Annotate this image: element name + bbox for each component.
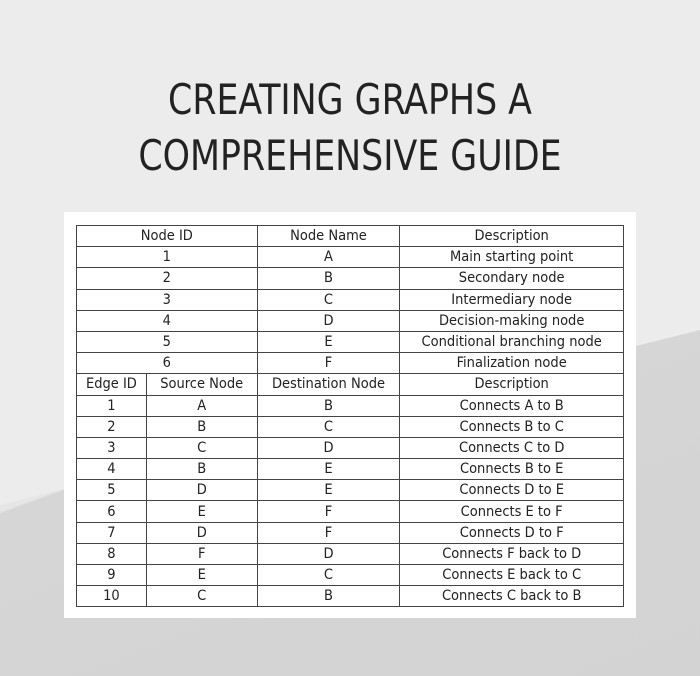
edge-row	[77, 416, 624, 437]
edge-row	[77, 586, 624, 607]
node-description-cell: Main starting point	[400, 247, 624, 268]
node-row	[77, 310, 624, 331]
source-node-cell: D	[146, 480, 257, 501]
edge-row	[77, 543, 624, 564]
graph-table	[76, 225, 624, 607]
edge-row	[77, 480, 624, 501]
edge-id-cell: 10	[77, 586, 147, 607]
edge-id-cell: 3	[77, 437, 147, 458]
destination-node-cell: E	[257, 459, 400, 480]
node-name-cell: E	[257, 331, 400, 352]
edge-description-cell: Connects B to E	[400, 459, 624, 480]
edge-id-cell: 6	[77, 501, 147, 522]
source-node-cell: A	[146, 395, 257, 416]
edge-description-cell: Connects E to F	[400, 501, 624, 522]
node-id-cell: 5	[77, 331, 258, 352]
title-line-1: CREATING GRAPHS A	[168, 75, 532, 124]
edge-row	[77, 459, 624, 480]
page-title	[28, 72, 672, 184]
edge-row	[77, 501, 624, 522]
edge-id-cell: 1	[77, 395, 147, 416]
edge-description-cell: Connects C to D	[400, 437, 624, 458]
node-id-cell: 4	[77, 310, 258, 331]
header-cell: Edge ID	[77, 374, 147, 395]
header-cell: Description	[400, 374, 624, 395]
node-description-cell: Conditional branching node	[400, 331, 624, 352]
source-node-cell: D	[146, 522, 257, 543]
header-cell: Node Name	[257, 226, 400, 247]
header-cell: Destination Node	[257, 374, 400, 395]
edge-id-cell: 9	[77, 565, 147, 586]
node-row	[77, 247, 624, 268]
edge-description-cell: Connects C back to B	[400, 586, 624, 607]
title-line-2: COMPREHENSIVE GUIDE	[138, 131, 562, 180]
destination-node-cell: F	[257, 522, 400, 543]
node-description-cell: Finalization node	[400, 353, 624, 374]
source-node-cell: B	[146, 459, 257, 480]
edge-row	[77, 565, 624, 586]
edge-row	[77, 437, 624, 458]
header-cell: Source Node	[146, 374, 257, 395]
destination-node-cell: B	[257, 395, 400, 416]
edge-description-cell: Connects A to B	[400, 395, 624, 416]
edge-description-cell: Connects E back to C	[400, 565, 624, 586]
edge-row	[77, 395, 624, 416]
node-row	[77, 331, 624, 352]
source-node-cell: C	[146, 437, 257, 458]
destination-node-cell: F	[257, 501, 400, 522]
edge-row	[77, 522, 624, 543]
node-id-cell: 6	[77, 353, 258, 374]
edge-id-cell: 7	[77, 522, 147, 543]
destination-node-cell: C	[257, 416, 400, 437]
destination-node-cell: B	[257, 586, 400, 607]
source-node-cell: E	[146, 565, 257, 586]
edge-id-cell: 2	[77, 416, 147, 437]
node-row	[77, 289, 624, 310]
node-name-cell: F	[257, 353, 400, 374]
node-name-cell: A	[257, 247, 400, 268]
edge-id-cell: 8	[77, 543, 147, 564]
node-name-cell: C	[257, 289, 400, 310]
edge-description-cell: Connects D to F	[400, 522, 624, 543]
source-node-cell: E	[146, 501, 257, 522]
node-description-cell: Intermediary node	[400, 289, 624, 310]
edge-id-cell: 5	[77, 480, 147, 501]
node-name-cell: B	[257, 268, 400, 289]
header-cell: Node ID	[77, 226, 258, 247]
node-id-cell: 3	[77, 289, 258, 310]
edge-description-cell: Connects F back to D	[400, 543, 624, 564]
node-description-cell: Decision-making node	[400, 310, 624, 331]
node-header-row	[77, 226, 624, 247]
destination-node-cell: E	[257, 480, 400, 501]
node-name-cell: D	[257, 310, 400, 331]
table-card	[64, 212, 636, 618]
node-row	[77, 353, 624, 374]
header-cell: Description	[400, 226, 624, 247]
source-node-cell: F	[146, 543, 257, 564]
edge-description-cell: Connects D to E	[400, 480, 624, 501]
node-row	[77, 268, 624, 289]
destination-node-cell: D	[257, 543, 400, 564]
node-id-cell: 1	[77, 247, 258, 268]
edge-header-row	[77, 374, 624, 395]
destination-node-cell: D	[257, 437, 400, 458]
source-node-cell: B	[146, 416, 257, 437]
edge-description-cell: Connects B to C	[400, 416, 624, 437]
node-id-cell: 2	[77, 268, 258, 289]
destination-node-cell: C	[257, 565, 400, 586]
node-description-cell: Secondary node	[400, 268, 624, 289]
source-node-cell: C	[146, 586, 257, 607]
edge-id-cell: 4	[77, 459, 147, 480]
